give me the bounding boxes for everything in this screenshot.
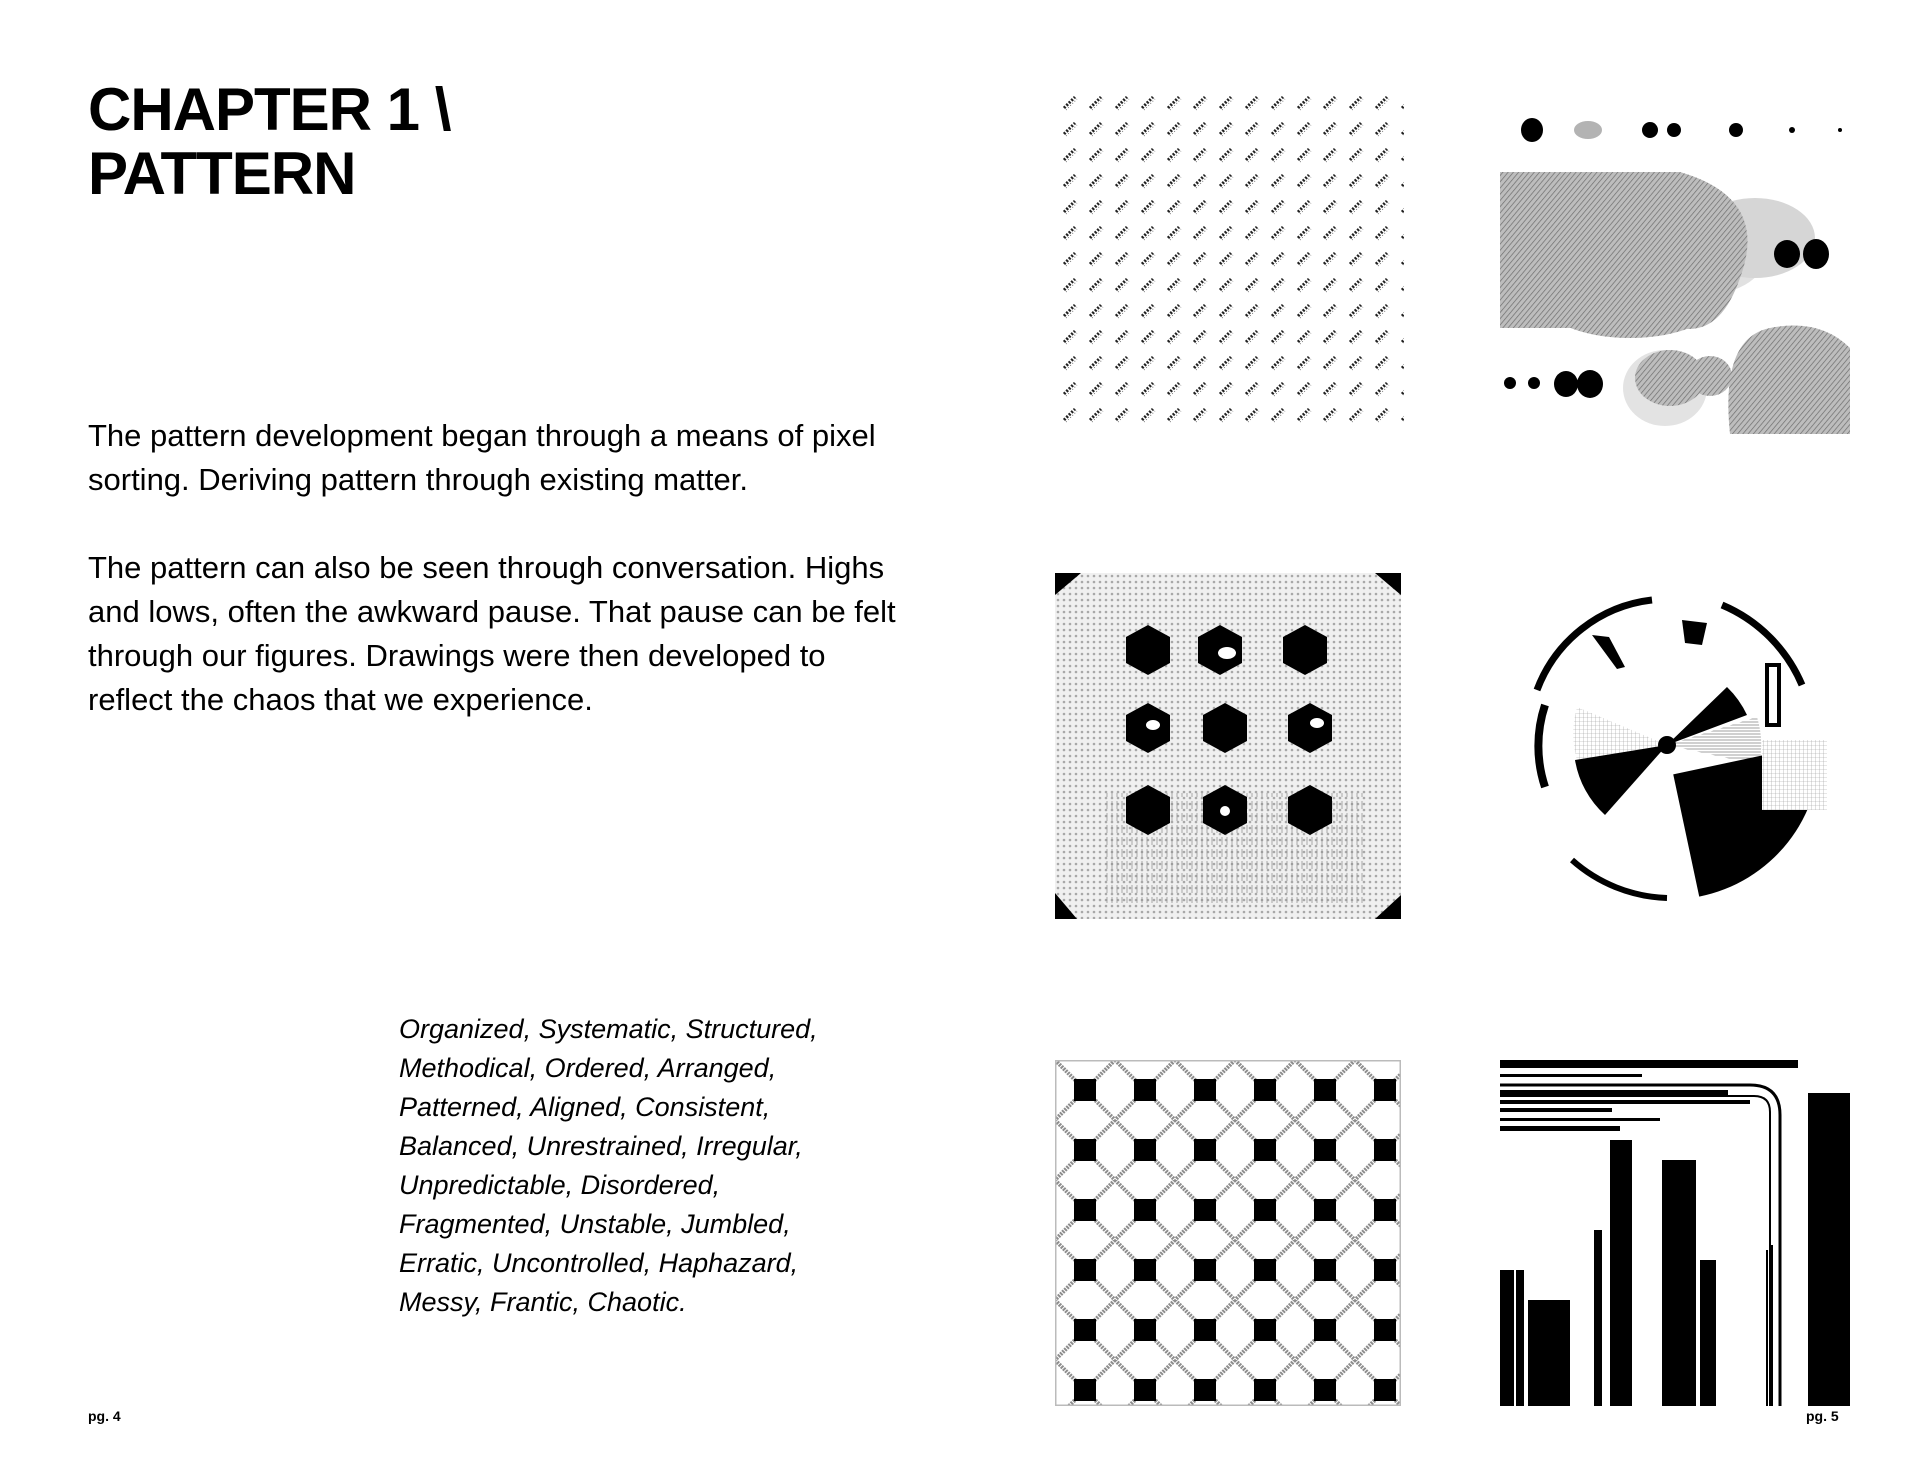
bar-and-line-composition [1500, 1060, 1852, 1406]
paragraph-1: The pattern development began through a means of pixel sorting. Deriving pattern through existing matter. [88, 418, 876, 497]
hexagon-grid-pattern [1055, 573, 1401, 919]
paragraph-2: The pattern can also be seen through conversation. Highs and lows, often the awkward pause. That pause can be felt through our figures. Drawings were then developed to reflect the chaos that we experience. [88, 550, 896, 717]
chapter-title-line1: CHAPTER 1 \ [88, 76, 451, 143]
page-number-right: pg. 5 [1806, 1408, 1839, 1424]
descriptor-word-list: Organized, Systematic, Structured, Methodical, Ordered, Arranged, Patterned, Aligned, Consistent, Balanced, Unrestrained, Irregular, Unpredictable, Disordered, Fragmented, Unstable, Jumbled, Erratic, Uncontrolled, Haphazard, Messy, Frantic, Chaotic. [399, 1014, 818, 1317]
diagonal-lattice-pattern [1055, 1060, 1401, 1406]
chapter-title-line2: PATTERN [88, 140, 356, 207]
page-number-left: pg. 4 [88, 1408, 121, 1424]
pixel-sorted-dash-pattern [1058, 88, 1404, 434]
blob-and-dot-composition [1500, 88, 1850, 434]
radial-wedge-diagram [1517, 580, 1837, 910]
body-copy [88, 414, 908, 766]
chapter-title [88, 78, 450, 206]
